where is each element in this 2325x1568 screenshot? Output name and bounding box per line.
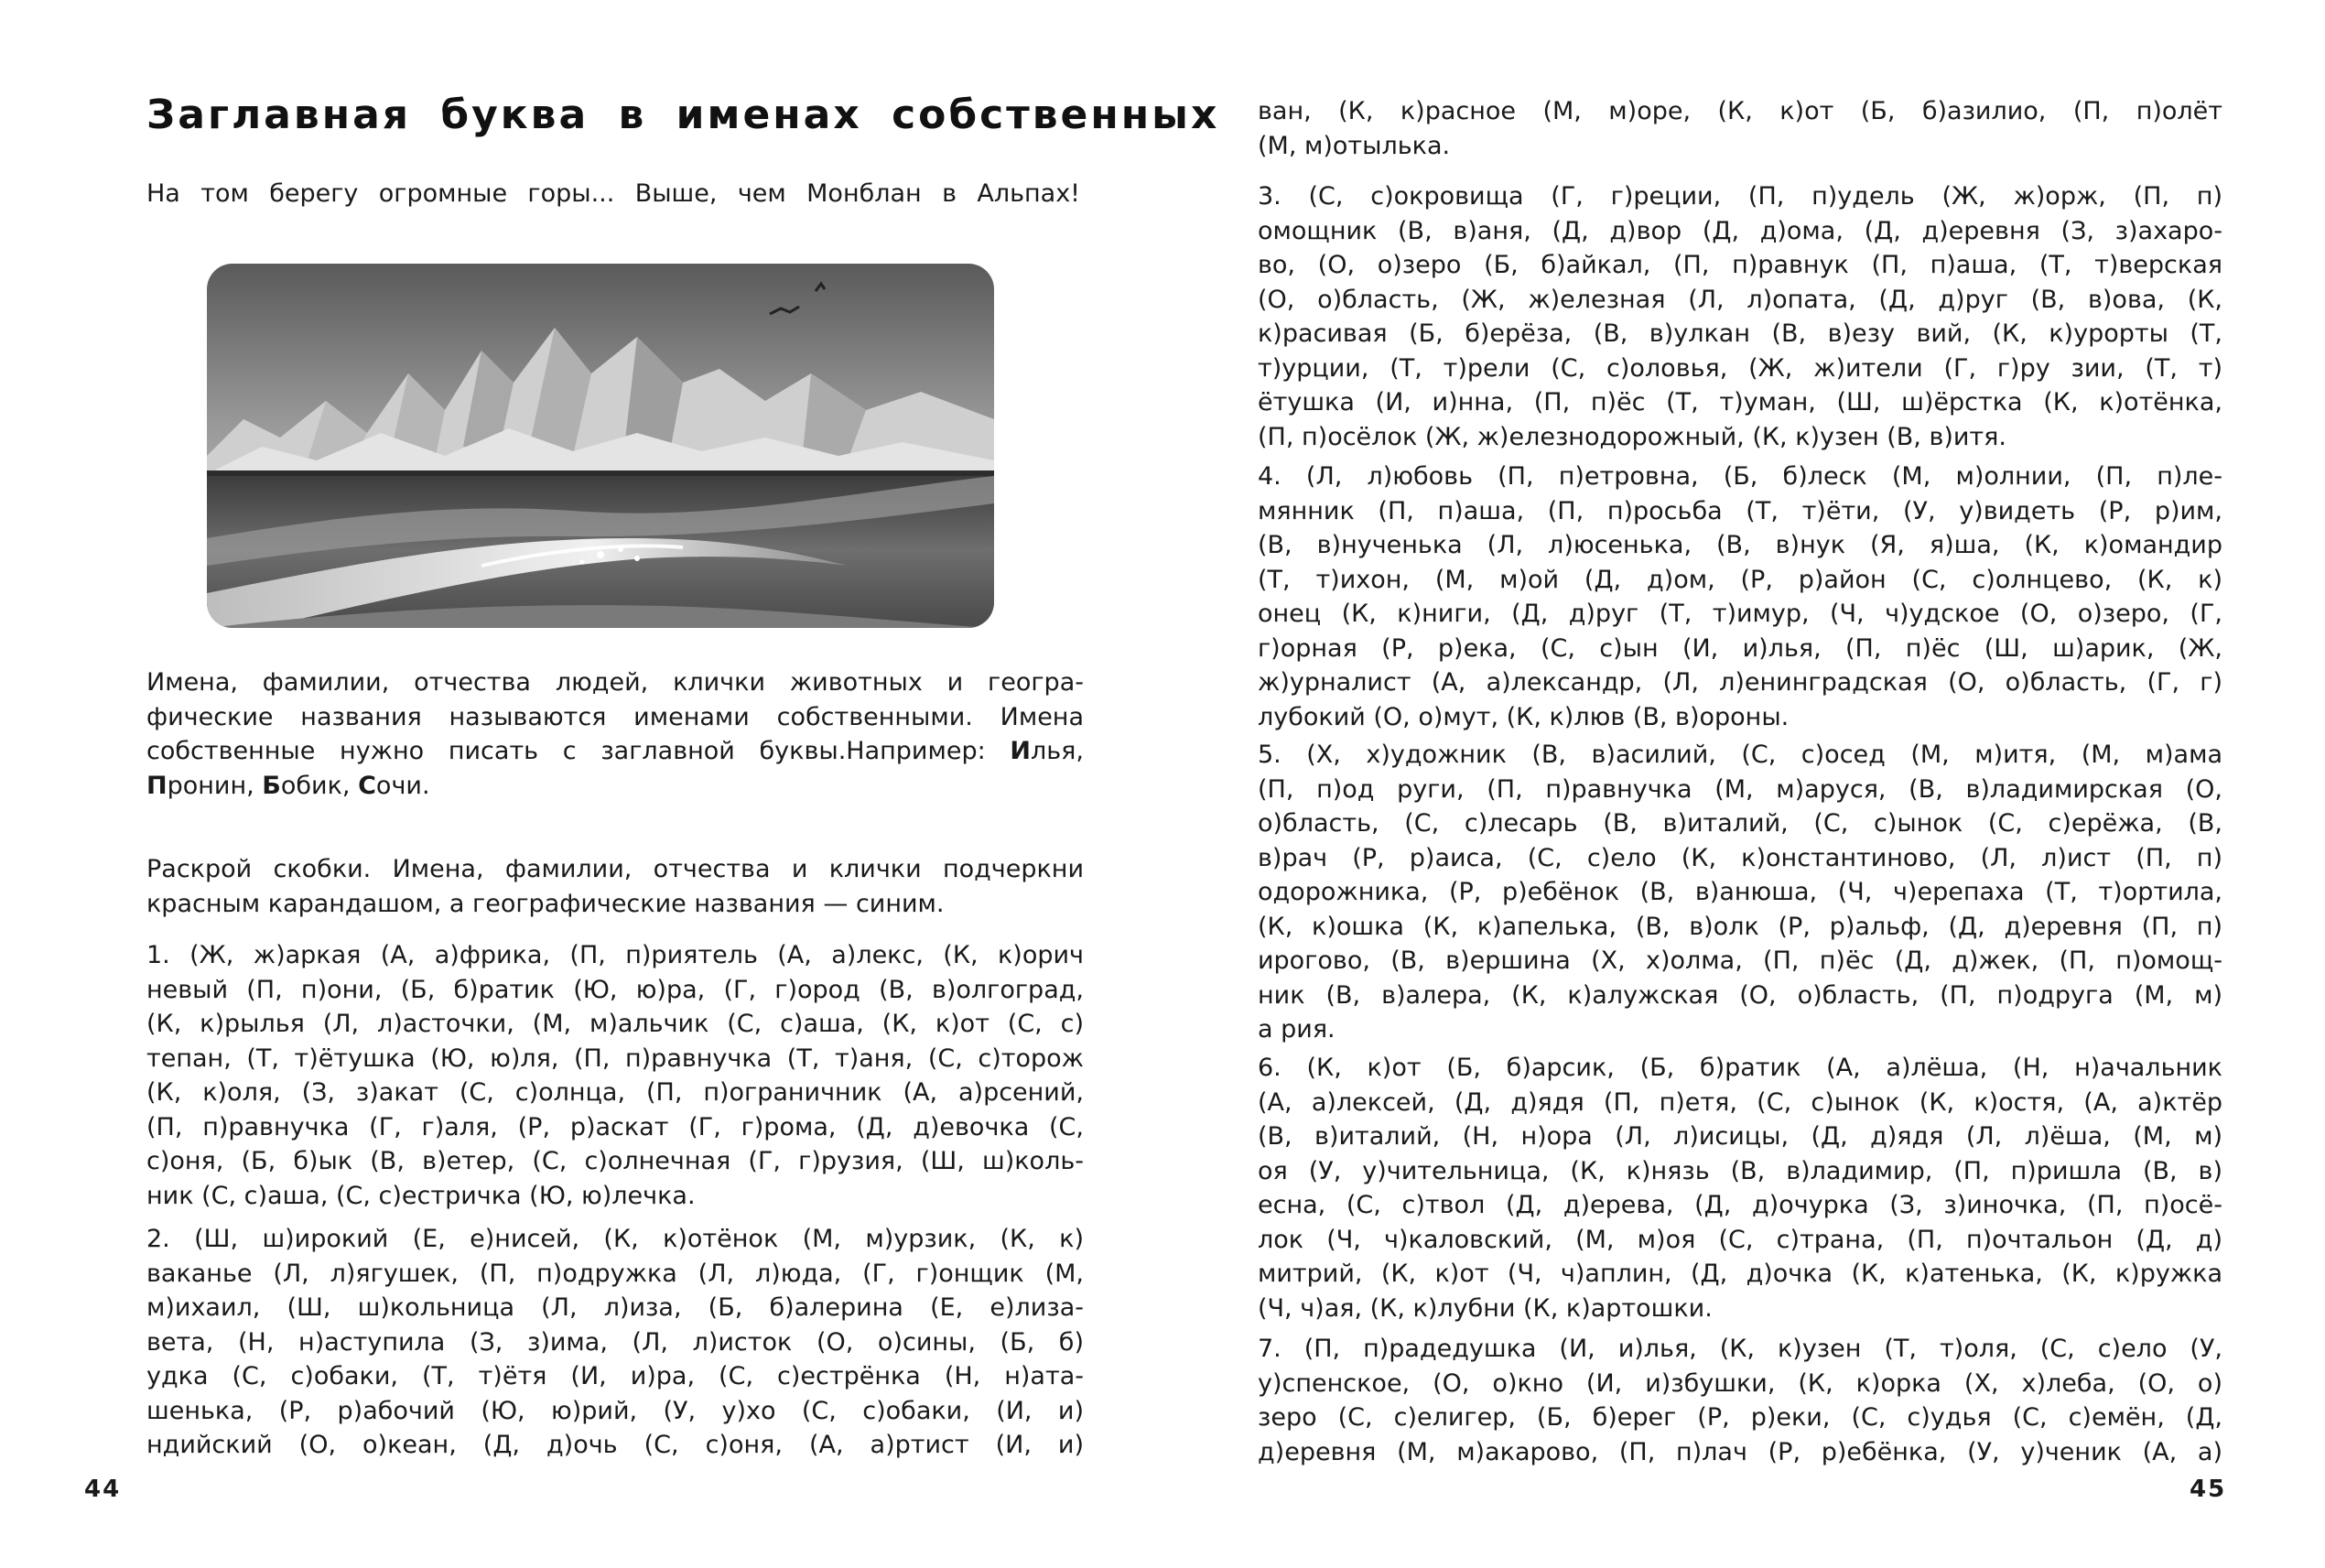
exercise-1: 1. (Ж, ж)аркая (А, а)фрика, (П, п)риятель (А, а)лекс, (К, к)орич невый (П, п)они, (Б, б)ратик (Ю, ю)ра, (Г, г)ород (В, в)олгоград, (К, к)рылья (Л, л)асточки, (М, м)альчик (С, с)аша, (К, к)от (С, с) тепан, (Т, т)ётушка (Ю, ю)ля, (П, п)равнучка (Т, т)аня, (С, с)торож (К, к)оля, (З, з)акат (С, с)олнца, (П, п)ограничник (А, а)рсений, (П, п)равнучка (Г, г)аля, (Р, р)аскат (Г, г)рома, (Д, д)евочка (С, с)оня, (Б, б)ык (В, в)етер, (С, с)олнечная (Г, г)рузия, (Ш, ш)коль- ник (С, с)аша, (С, с)естричка (Ю, ю)лечка.	[146, 941, 1084, 1210]
exercise-4: 4. (Л, л)юбовь (П, п)етровна, (Б, б)леск (М, м)олнии, (П, п)ле- мянник (П, п)аша, (П, п)росьба (Т, т)ёти, (У, у)видеть (Р, р)им, (В, в)нученька (Л, л)юсенька, (В, в)нук (Я, я)ша, (К, к)омандир (Т, т)ихон, (М, м)ой (Д, д)ом, (Р, р)айон (С, с)олнцево, (К, к) онец (К, к)ниги, (Д, д)руг (Т, т)имур, (Ч, ч)удское (О, о)зеро, (Г, г)орная (Р, р)ека, (С, с)ын (И, и)лья, (П, п)ёс (Ш, ш)арик, (Ж, ж)урналист (А, а)лександр, (Л, л)енинградская (О, о)бласть, (Г, г) лубокий (О, о)мут, (К, к)люв (В, в)ороны.	[1258, 462, 2222, 731]
exercise-7: 7. (П, п)радедушка (И, и)лья, (К, к)узен (Т, т)оля, (С, с)ело (У, у)спенское, (О, о)кно (И, и)збушки, (К, к)орка (Х, х)леба, (О, о) зеро (С, с)елигер, (Б, б)ерег (Р, р)еки, (С, с)удья (С, с)емён, (Д, д)еревня (М, м)акарово, (П, п)лач (Р, р)ебёнка, (У, у)ченик (А, а)	[1258, 1335, 2222, 1466]
exercise-2: 2. (Ш, ш)ирокий (Е, е)нисей, (К, к)отёнок (М, м)урзик, (К, к) ваканье (Л, л)ягушек, (П, п)одружка (Л, л)юда, (Г, г)онщик (М, м)ихаил, (Ш, ш)кольница (Л, л)иза, (Б, б)алерина (Е, е)лиза- вета, (Н, н)аступила (З, з)има, (Л, л)исток (О, о)сины, (Б, б) удка (С, с)обаки, (Т, т)ётя (И, и)ра, (С, с)естрёнка (Н, н)ата- шенька, (Р, р)абочий (Ю, ю)рий, (У, у)хо (С, с)обаки, (И, и) ндийский (О, о)кеан, (Д, д)очь (С, с)оня, (А, а)ртист (И, и)	[146, 1225, 1084, 1459]
exercise-6: 6. (К, к)от (Б, б)арсик, (Б, б)ратик (А, а)лёша, (Н, н)ачальник (А, а)лексей, (Д, д)ядя (П, п)етя, (С, с)ынок (К, к)остя, (А, а)ктёр (В, в)италий, (Н, н)ора (Л, л)исицы, (Д, д)ядя (Л, л)ёша, (М, м) оя (У, у)чительница, (К, к)нязь (В, в)ладимир, (П, п)ришла (В, в) есна, (С, с)твол (Д, д)ерева, (Д, д)очурка (З, з)иночка, (П, п)осё- лок (Ч, ч)каловский, (М, м)оя (С, с)трана, (П, п)очтальон (Д, д) митрий, (К, к)от (Ч, ч)аплин, (Д, д)очка (К, к)атенька, (К, к)ружка (Ч, ч)ая, (К, к)лубни (К, к)артошки.	[1258, 1054, 2222, 1323]
intro-line-with-example: собственные нужно писать с заглавной буквы.Например: Илья,	[146, 737, 1084, 765]
intro-examples-line: Пронин, Бобик, Сочи.	[146, 771, 430, 800]
example-initial: И	[1010, 737, 1031, 765]
intro-paragraph	[146, 665, 1084, 803]
intro-line: фические названия называются именами собственными. Имена	[146, 702, 1084, 731]
task-instruction: Раскрой скобки. Имена, фамилии, отчества и клички подчеркни красным карандашом, а географические названия — синим.	[146, 855, 1084, 918]
exercise-5: 5. (Х, х)удожник (В, в)асилий, (С, с)осед (М, м)итя, (М, м)ама (П, п)од руги, (П, п)равнучка (М, м)аруся, (В, в)ладимирская (О, о)бласть, (С, с)лесарь (В, в)италий, (С, с)ынок (С, с)ерёжа, (В, в)рач (Р, р)аиса, (С, с)ело (К, к)онстантиново, (Л, л)ист (П, п) одорожника, (Р, р)ебёнок (В, в)анюша, (Ч, ч)ерепаха (Т, т)ортила, (К, к)ошка (К, к)апелька, (В, в)олк (Р, р)альф, (Д, д)еревня (П, п) ирогово, (В, в)ершина (Х, х)олма, (П, п)ёс (Д, д)жек, (П, п)омощ- ник (В, в)алера, (К, к)алужская (О, о)бласть, (П, п)одруга (М, м) а рия.	[1258, 741, 2222, 1044]
page-title: Заглавная буква в именах собственных	[146, 92, 1220, 138]
exercise-2-continuation: ван, (К, к)расное (М, м)оре, (К, к)от (Б, б)азилио, (П, п)олёт (М, м)отылька.	[1258, 97, 2222, 160]
page-number: 44	[84, 1476, 122, 1503]
epigraph: На том берегу огромные горы... Выше, чем Монблан в Альпах!	[146, 179, 1080, 208]
intro-line: Имена, фамилии, отчества людей, клички животных и геогра-	[146, 668, 1084, 697]
page-number: 45	[2190, 1476, 2227, 1503]
exercise-3: 3. (С, с)окровища (Г, г)реции, (П, п)удель (Ж, ж)орж, (П, п) омощник (В, в)аня, (Д, д)вор (Д, д)ома, (Д, д)еревня (З, з)ахаро- во, (О, о)зеро (Б, б)айкал, (П, п)равнук (П, п)аша, (Т, т)верская (О, о)бласть, (Ж, ж)елезная (Л, л)опата, (Д, д)руг (В, в)ова, (К, к)расивая (Б, б)ерёза, (В, в)улкан (В, в)езу вий, (К, к)урорты (Т, т)урции, (Т, т)рели (С, с)оловья, (Ж, ж)ители (Г, г)ру зии, (Т, т) ётушка (И, и)нна, (П, п)ёс (Т, т)уман, (Ш, ш)ёрстка (К, к)отёнка, (П, п)осёлок (Ж, ж)елезнодорожный, (К, к)узен (В, в)итя.	[1258, 182, 2222, 451]
mountain-sea-illustration	[207, 264, 994, 628]
